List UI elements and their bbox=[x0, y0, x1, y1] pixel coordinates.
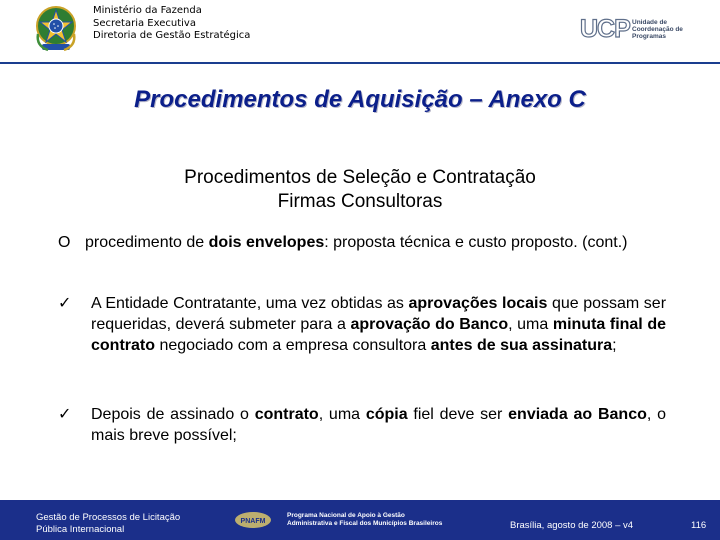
checkmark-icon: ✓ bbox=[58, 406, 72, 423]
ucp-logo-subtitle: Unidade de Coordenação de Programas bbox=[632, 19, 683, 40]
slide-title: Procedimentos de Aquisição – Anexo C bbox=[134, 86, 586, 113]
header bbox=[0, 0, 720, 62]
intro-emphasis: dois envelopes bbox=[208, 234, 325, 251]
ministry-block bbox=[93, 5, 250, 43]
footer bbox=[0, 500, 720, 540]
bullet-item bbox=[58, 404, 666, 446]
ucp-logo bbox=[580, 16, 690, 42]
slide-subtitle bbox=[0, 166, 720, 214]
svg-text:PNAFM: PNAFM bbox=[240, 518, 266, 525]
footer-course-title: Gestão de Processos de Licitação Pública Internacional bbox=[36, 512, 181, 535]
bullet-item bbox=[58, 293, 666, 356]
directorate-name: Diretoria de Gestão Estratégica bbox=[93, 30, 251, 41]
intro-paragraph: O procedimento de dois envelopes: proposta técnica e custo proposto. (cont.) bbox=[58, 234, 628, 251]
footer-date: Brasília, agosto de 2008 – v4 bbox=[510, 520, 634, 531]
ministry-name: Ministério da Fazenda bbox=[93, 5, 202, 16]
subtitle-line-1: Procedimentos de Seleção e Contratação bbox=[184, 167, 536, 188]
bullet-text: Depois de assinado o contrato, uma cópia fiel deve ser enviada ao Banco, o mais breve possível; bbox=[91, 406, 667, 444]
coat-of-arms-icon bbox=[34, 4, 78, 54]
bullet-text: A Entidade Contratante, uma vez obtidas as aprovações locais que possam ser requeridas, deverá submeter para a aprovação do Banco, uma minuta final de contrato negociado com a empresa consultora antes de sua assinatura; bbox=[91, 295, 667, 354]
header-divider bbox=[0, 62, 720, 64]
footer-program-name: Programa Nacional de Apoio à Gestão Administrativa e Fiscal dos Municípios Brasileiros bbox=[287, 512, 443, 527]
page-number: 116 bbox=[691, 520, 707, 531]
secretariat-name: Secretaria Executiva bbox=[93, 17, 196, 29]
subtitle-line-2: Firmas Consultoras bbox=[277, 191, 443, 212]
intro-marker: O bbox=[58, 234, 71, 251]
checkmark-icon: ✓ bbox=[58, 295, 72, 312]
pnafm-logo-icon bbox=[234, 511, 272, 529]
ucp-logo-letters: UCP bbox=[580, 15, 630, 43]
